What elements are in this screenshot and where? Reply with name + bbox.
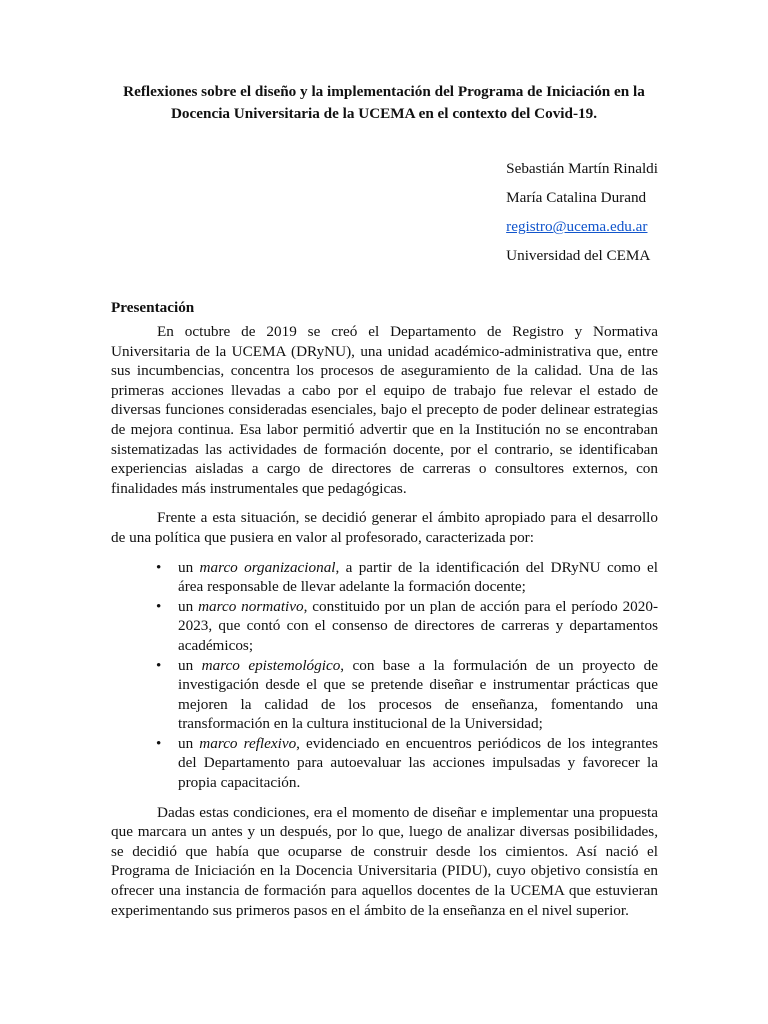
italic-term: marco organizacional	[199, 558, 336, 576]
document-body	[111, 322, 658, 920]
list-item: • un marco organizacional, a partir de la identificación del DRyNU como el área responsable de llevar adelante la formación docente;	[178, 558, 658, 597]
body-paragraph: En octubre de 2019 se creó el Departamento de Registro y Normativa Universitaria de la UCEMA (DRyNU), una unidad académico-administrativa que, entre sus incumbencias, concentra los procesos de aseguramiento de la calidad. Una de las primeras acciones llevadas a cabo por el equipo de trabajo fue relevar el estado de diversas funciones consideradas esenciales, bajo el precepto de poder delinear estrategias de mejora continua. Esa labor permitió advertir que en la Institución no se encontraban sistematizadas las actividades de formación docente, por el contrario, se identificaban experiencias aisladas a cargo de directores de carreras o consultores externos, con finalidades más instrumentales que pedagógicas.	[111, 323, 658, 497]
email-link[interactable]: registro@ucema.edu.ar	[506, 218, 648, 235]
list-item: • un marco reflexivo, evidenciado en encuentros periódicos de los integrantes del Departamento para autoevaluar las acciones impulsadas y favorecer la propia capacitación.	[178, 734, 658, 793]
italic-term: marco epistemológico	[201, 656, 341, 674]
author-name: María Catalina Durand	[506, 189, 647, 206]
institution-name: Universidad del CEMA	[506, 247, 651, 264]
italic-term: marco reflexivo	[199, 734, 297, 752]
list-item: • un marco normativo, constituido por un plan de acción para el período 2020-2023, que contó con el consenso de directores de carreras y departamentos académicos;	[178, 597, 658, 656]
author-block	[506, 154, 658, 270]
body-paragraph: Dadas estas condiciones, era el momento de diseñar e implementar una propuesta que marcara un antes y un después, por lo que, luego de analizar diversas posibilidades, se decidió que había que ocuparse de construir desde los cimientos. Así nació el Programa de Iniciación en la Docencia Universitaria (PIDU), cuyo objetivo consistía en ofrecer una instancia de formación para aquellos docentes de la UCEMA que estuvieran experimentando sus primeros pasos en el ámbito de la enseñanza en el nivel superior.	[111, 803, 658, 919]
section-heading: Presentación	[111, 299, 195, 316]
bullet-list	[111, 558, 658, 793]
document-title: Reflexiones sobre el diseño y la implementación del Programa de Iniciación en la Docencia Universitaria de la UCEMA en el contexto del Covid-19.	[123, 83, 645, 122]
body-paragraph: Frente a esta situación, se decidió generar el ámbito apropiado para el desarrollo de una política que pusiera en valor al profesorado, caracterizada por:	[111, 509, 658, 546]
italic-term: marco normativo	[198, 597, 304, 615]
author-name: Sebastián Martín Rinaldi	[506, 160, 658, 177]
list-item: • un marco epistemológico, con base a la formulación de un proyecto de investigación desde el que se pretende diseñar e instrumentar prácticas que mejoren la calidad de los procesos de enseñanza, fomentando una transformación en la cultura institucional de la Universidad;	[178, 656, 658, 734]
